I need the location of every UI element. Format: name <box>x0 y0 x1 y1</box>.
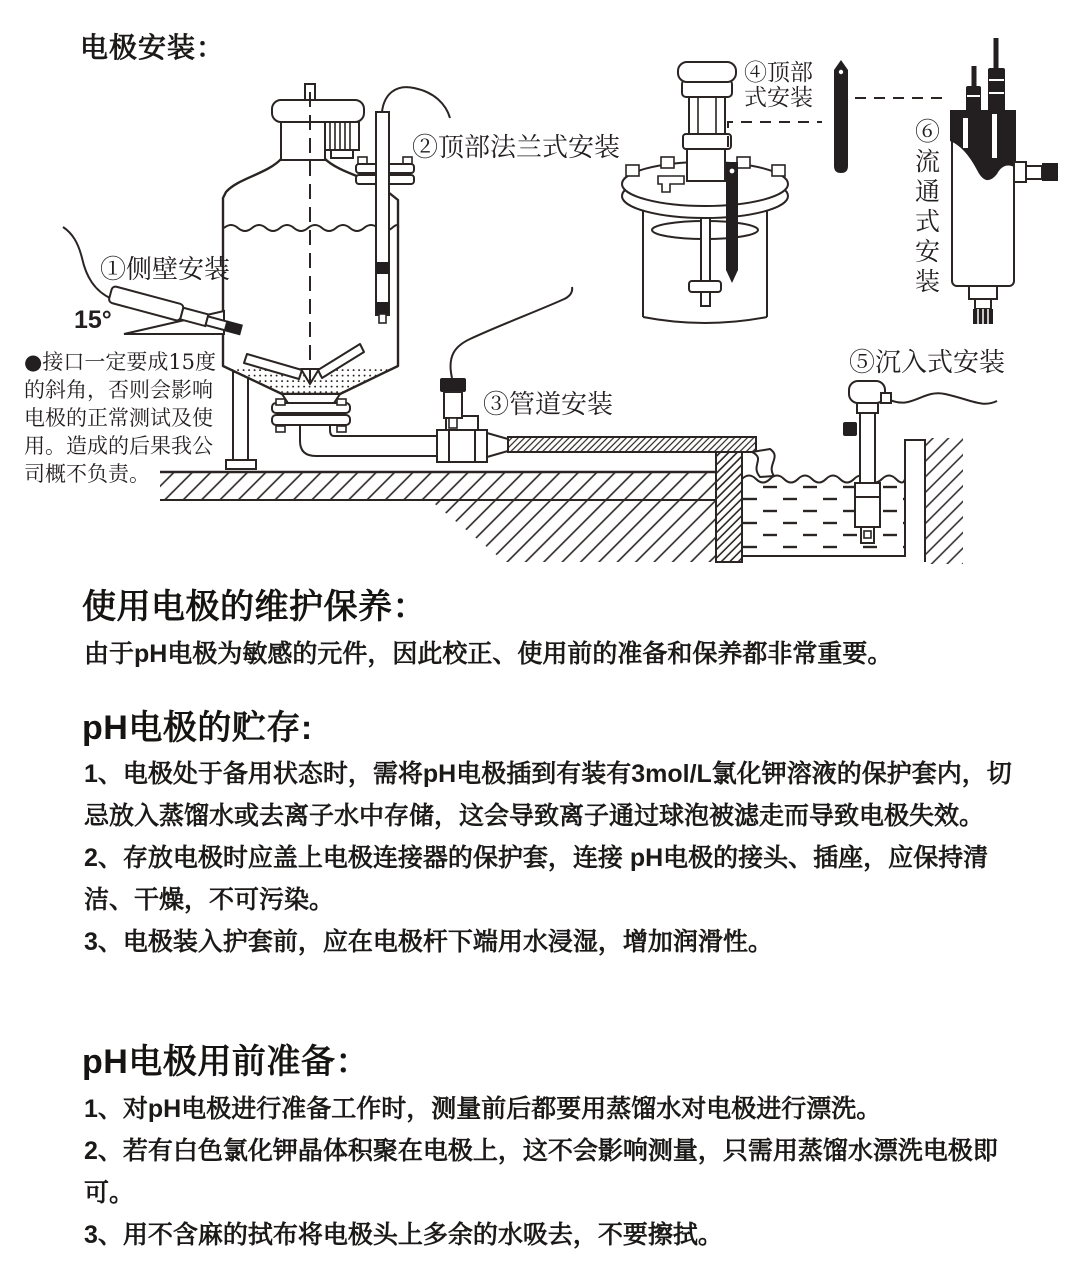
label-top-mount-line1: ④顶部 <box>744 60 813 86</box>
section-item: 3、电极装入护套前，应在电极杆下端用水浸湿，增加润滑性。 <box>84 928 773 956</box>
tank-leg <box>233 372 248 460</box>
section-item: 1、对pH电极进行准备工作时，测量前后都要用蒸馏水对电极进行漂洗。 <box>84 1095 882 1123</box>
svg-text:的斜角，否则会影响: 的斜角，否则会影响 <box>24 378 213 402</box>
drain-pipe <box>300 425 437 456</box>
reactor-electrode <box>726 162 738 283</box>
page-title: 电极安装： <box>80 32 226 63</box>
label-side-wall-install: ①侧壁安装 <box>100 255 231 285</box>
section-item: 3、用不含麻的拭布将电极头上多余的水吸去，不要擦拭。 <box>84 1221 723 1249</box>
label-submerged-install: ⑤沉入式安装 <box>849 348 1006 378</box>
svg-text:电极的正常测试及使: 电极的正常测试及使 <box>24 406 213 430</box>
ph-electrode <box>834 60 848 173</box>
section-preparation-body <box>84 1088 1031 1256</box>
label-flow-through-install: ⑥流通式安装 <box>911 118 941 298</box>
svg-text:●接口一定要成15度: ●接口一定要成15度 <box>24 350 217 374</box>
pipe-tee <box>437 430 487 462</box>
electrode-cable <box>451 287 573 378</box>
label-top-flange-install: ②顶部法兰式安装 <box>412 133 621 163</box>
submerged-electrode <box>843 381 997 543</box>
section-heading-storage: pH电极的贮存: <box>82 709 313 747</box>
side-nozzle <box>1014 162 1058 182</box>
section-heading-maintenance: 使用电极的维护保养： <box>82 588 427 626</box>
ground-section <box>160 472 716 562</box>
label-top-mount-line2: 式安装 <box>744 85 813 111</box>
section-item: 2、若有白色氯化钾晶体积聚在电极上，这不会影响测量，只需用蒸馏水漂洗电极即可。 <box>84 1137 998 1207</box>
section-item: 2、存放电极时应盖上电极连接器的保护套，连接 pH电极的接头、插座，应保持清洁、干燥，不可污染。 <box>84 844 989 914</box>
section-item: 由于pH电极为敏感的元件，因此校正、使用前的准备和保养都非常重要。 <box>84 640 893 668</box>
label-pipeline-install: ③管道安装 <box>483 390 614 420</box>
section-storage-body <box>84 753 1031 963</box>
flow-cell-illustration <box>950 38 1058 324</box>
section-item: 1、电极处于备用状态时，需将pH电极插到有装有3mol/L氯化钾溶液的保护套内，切忌放入蒸馏水或去离子水中存储，这会导致离子通过球泡被滤走而导致电极失效。 <box>84 760 1012 830</box>
svg-text:司概不负责。: 司概不负责。 <box>24 462 150 486</box>
bottom-nozzle <box>969 286 997 324</box>
angle-warning-note <box>24 350 216 486</box>
section-heading-preparation: pH电极用前准备： <box>82 1043 370 1081</box>
electrode-cable <box>382 87 450 118</box>
svg-text:用。造成的后果我公: 用。造成的后果我公 <box>24 434 213 458</box>
waterfall <box>752 449 775 477</box>
electrode-cable <box>888 393 997 403</box>
electrode-installation-diagram <box>0 0 1080 578</box>
agitator-motor <box>272 84 364 160</box>
section-maintenance-body <box>84 633 1031 675</box>
label-15-degrees: 15° <box>74 306 112 334</box>
